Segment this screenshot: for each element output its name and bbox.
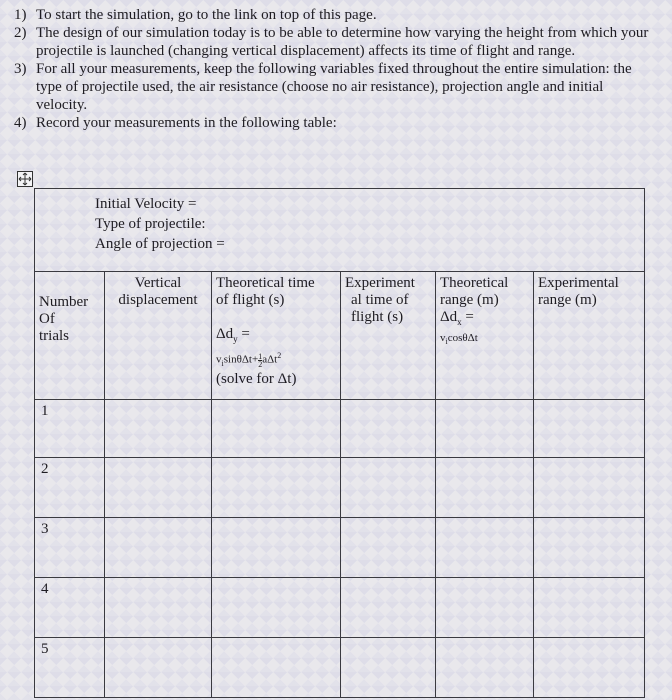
experimental-range-cell[interactable] <box>534 458 645 518</box>
fraction-denominator: 2 <box>258 359 263 369</box>
experimental-time-cell[interactable] <box>341 518 436 578</box>
instruction-number: 3) <box>14 61 27 77</box>
table-row <box>35 400 645 458</box>
experimental-time-cell[interactable] <box>341 638 436 698</box>
theo-time-equation-line2 <box>216 348 336 371</box>
eq-symbol: cosθΔt <box>447 332 478 344</box>
eq-symbol: sinθΔt+ <box>223 353 259 366</box>
trials-header-line: Of <box>39 311 55 327</box>
eq-symbol: = <box>461 309 474 325</box>
vertical-header-line: displacement <box>118 292 198 308</box>
instruction-text: For all your measurements, keep the following variables fixed throughout the entire simulation: the type of projectile used, the air resistance (choose no air resistance), projection angle and initial velocity. <box>36 61 632 113</box>
eq-subscript: i <box>445 337 448 347</box>
table-row <box>35 578 645 638</box>
fixed-variables-cell[interactable] <box>35 189 645 272</box>
vertical-displacement-cell[interactable] <box>105 458 212 518</box>
theo-range-header-line: range (m) <box>440 292 499 308</box>
vertical-header-line: Vertical <box>134 275 182 291</box>
theo-range-equation-line2 <box>440 331 529 349</box>
theoretical-time-cell[interactable] <box>212 400 341 458</box>
trial-number-cell: 4 <box>35 578 105 638</box>
experimental-range-cell[interactable] <box>534 400 645 458</box>
table-move-handle-icon[interactable] <box>17 171 33 187</box>
eq-symbol: aΔt <box>262 353 278 366</box>
trial-number-cell: 5 <box>35 638 105 698</box>
instruction-item <box>14 6 654 24</box>
eq-superscript: 2 <box>277 351 282 360</box>
exp-time-header-line: Experiment <box>345 275 415 291</box>
trial-number-cell: 3 <box>35 518 105 578</box>
trials-header <box>35 272 105 400</box>
angle-label: Angle of projection = <box>95 236 225 252</box>
instruction-number: 1) <box>14 7 27 23</box>
eq-symbol: Δd <box>216 326 234 342</box>
experimental-time-cell[interactable] <box>341 400 436 458</box>
trials-header-line: Number <box>39 294 89 310</box>
instruction-number: 2) <box>14 25 27 41</box>
theo-time-header-line: Theoretical time <box>216 275 315 291</box>
exp-time-header-line: flight (s) <box>351 309 404 325</box>
experimental-time-cell[interactable] <box>341 458 436 518</box>
exp-range-header-line: range (m) <box>538 292 597 308</box>
instruction-text: To start the simulation, go to the link on top of this page. <box>36 7 377 23</box>
instruction-item <box>14 24 654 60</box>
theo-time-equation-line1 <box>216 326 336 348</box>
exp-time-header-line: al time of <box>351 292 409 308</box>
table-row <box>35 638 645 698</box>
table-row <box>35 458 645 518</box>
eq-symbol: v <box>216 353 222 366</box>
exp-range-header-line: Experimental <box>538 275 619 291</box>
instructions-list <box>14 6 654 132</box>
initial-velocity-label: Initial Velocity = <box>95 196 197 212</box>
experimental-range-cell[interactable] <box>534 578 645 638</box>
theoretical-range-header <box>436 272 534 400</box>
theoretical-time-cell[interactable] <box>212 518 341 578</box>
projectile-type-label: Type of projectile: <box>95 216 206 232</box>
measurements-table <box>34 188 645 698</box>
experimental-time-cell[interactable] <box>341 578 436 638</box>
experimental-time-header <box>341 272 436 400</box>
theoretical-time-cell[interactable] <box>212 638 341 698</box>
theo-time-header-line: of flight (s) <box>216 292 285 308</box>
trial-number-cell: 1 <box>35 400 105 458</box>
theoretical-range-cell[interactable] <box>436 458 534 518</box>
instruction-item <box>14 114 654 132</box>
theoretical-time-cell[interactable] <box>212 458 341 518</box>
eq-subscript: i <box>221 358 224 368</box>
fraction-numerator: 1 <box>258 351 263 361</box>
experimental-range-header <box>534 272 645 400</box>
instruction-item <box>14 60 654 114</box>
experimental-range-cell[interactable] <box>534 638 645 698</box>
vertical-displacement-header <box>105 272 212 400</box>
theo-range-equation-line1 <box>440 309 529 331</box>
experimental-range-cell[interactable] <box>534 518 645 578</box>
eq-symbol: = <box>237 326 250 342</box>
vertical-displacement-cell[interactable] <box>105 400 212 458</box>
column-header-row <box>35 272 645 400</box>
eq-subscript: x <box>457 317 462 327</box>
trials-header-line: trials <box>39 328 69 344</box>
vertical-displacement-cell[interactable] <box>105 518 212 578</box>
instruction-number: 4) <box>14 115 27 131</box>
theoretical-range-cell[interactable] <box>436 518 534 578</box>
vertical-displacement-cell[interactable] <box>105 578 212 638</box>
theoretical-range-cell[interactable] <box>436 400 534 458</box>
theoretical-range-cell[interactable] <box>436 578 534 638</box>
theoretical-time-cell[interactable] <box>212 578 341 638</box>
theoretical-time-header <box>212 272 341 400</box>
fixed-variables-row <box>35 189 645 272</box>
theoretical-range-cell[interactable] <box>436 638 534 698</box>
instruction-text: Record your measurements in the following table: <box>36 115 337 131</box>
table-row <box>35 518 645 578</box>
instruction-text: The design of our simulation today is to be able to determine how varying the height from which your projectile is launched (changing vertical displacement) affects its time of flight and range. <box>36 25 649 59</box>
eq-symbol: v <box>440 332 446 344</box>
vertical-displacement-cell[interactable] <box>105 638 212 698</box>
theo-range-header-line: Theoretical <box>440 275 509 291</box>
eq-subscript: y <box>233 334 238 344</box>
theo-time-note: (solve for Δt) <box>216 370 297 387</box>
trial-number-cell: 2 <box>35 458 105 518</box>
eq-symbol: Δd <box>440 309 458 325</box>
